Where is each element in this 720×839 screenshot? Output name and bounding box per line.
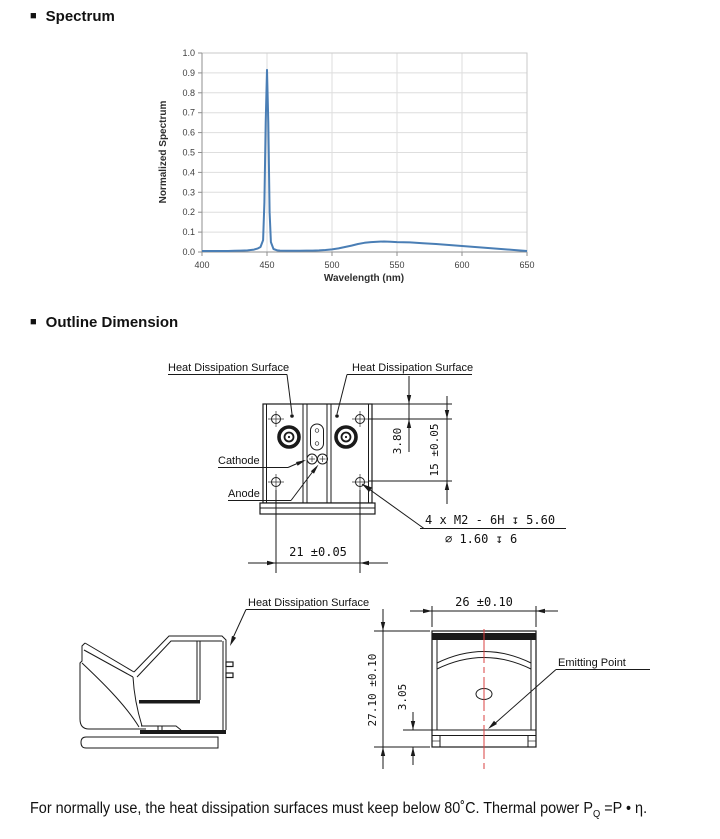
thermal-note-text-2: =P • η. [600,800,648,817]
outline-side-end-views [55,592,705,794]
svg-text:400: 400 [194,260,210,270]
screw-note-line2: ∅ 1.60 ↧ 6 [445,532,518,546]
svg-text:0.1: 0.1 [182,227,195,238]
chart-gridlines [202,53,527,252]
svg-text:0.2: 0.2 [182,207,195,218]
svg-text:450: 450 [259,260,275,270]
dim-27-10-text: 27.10 ±0.10 [366,653,379,727]
thermal-note [30,800,647,820]
inner-box-bottom [139,700,200,704]
side-pin-upper [226,662,233,667]
emitting-point-label: Emitting Point [558,657,626,669]
svg-text:600: 600 [454,260,470,270]
dim-26 [410,595,558,627]
screw-thread-note [362,484,566,546]
side-pin-lower [226,673,233,678]
dim-3-05 [396,684,432,765]
side-view-body [80,636,233,748]
leader-dot [335,414,339,418]
thermal-note-text-1: For normally use, the heat dissipation surfaces must keep below 80˚C. Thermal power P [30,800,593,817]
dim-26-text: 26 ±0.10 [455,595,513,609]
dim-3-05-text: 3.05 [396,683,409,711]
svg-text:0.3: 0.3 [182,187,195,198]
front-view-body [260,404,375,514]
svg-text:550: 550 [389,260,405,270]
spectrum-series-line [202,70,527,251]
svg-text:650: 650 [519,260,535,270]
screw-note-line1: 4 x M2 - 6H ↧ 5.60 [425,513,556,527]
chart-tick-marks [198,53,527,256]
leader-dot [290,414,294,418]
svg-text:0.8: 0.8 [182,87,195,98]
dim-21-text: 21 ±0.05 [289,545,347,559]
dim-15-text: 15 ±0.05 [428,423,441,477]
hds-side-callout [230,597,370,646]
thermal-note-subscript: Q [592,809,601,821]
spectrum-section-title: Spectrum [45,8,115,25]
svg-text:1.0: 1.0 [182,48,195,58]
svg-text:0.0: 0.0 [182,247,195,257]
svg-text:0.7: 0.7 [182,107,195,118]
cathode-label: Cathode [218,455,260,467]
spectrum-section-heading [30,8,115,25]
outline-section-heading [30,314,178,331]
svg-text:0.6: 0.6 [182,127,195,138]
svg-text:500: 500 [324,260,340,270]
leader-arrow [230,636,236,646]
base-plate [81,737,218,748]
chart-tick-labels [182,48,534,270]
svg-text:0.9: 0.9 [182,67,195,78]
square-bullet-icon: ■ [30,315,37,328]
anode-label: Anode [228,488,260,500]
body-bottom-band [140,730,226,734]
y-axis-title: Normalized Spectrum [158,100,169,204]
svg-text:0.5: 0.5 [182,147,195,158]
dim-3-80-text: 3.80 [391,427,404,455]
svg-text:0.4: 0.4 [182,167,195,178]
square-bullet-icon: ■ [30,9,37,22]
hds-side-label: Heat Dissipation Surface [248,597,370,609]
hds-top-right-label: Heat Dissipation Surface [352,362,474,374]
spectrum-chart [152,44,538,290]
x-axis-title: Wavelength (nm) [323,273,405,284]
outline-front-view-drawing [140,358,580,590]
outline-section-title: Outline Dimension [45,314,179,331]
hds-top-left-label: Heat Dissipation Surface [168,362,290,374]
dim-15 [368,396,452,504]
